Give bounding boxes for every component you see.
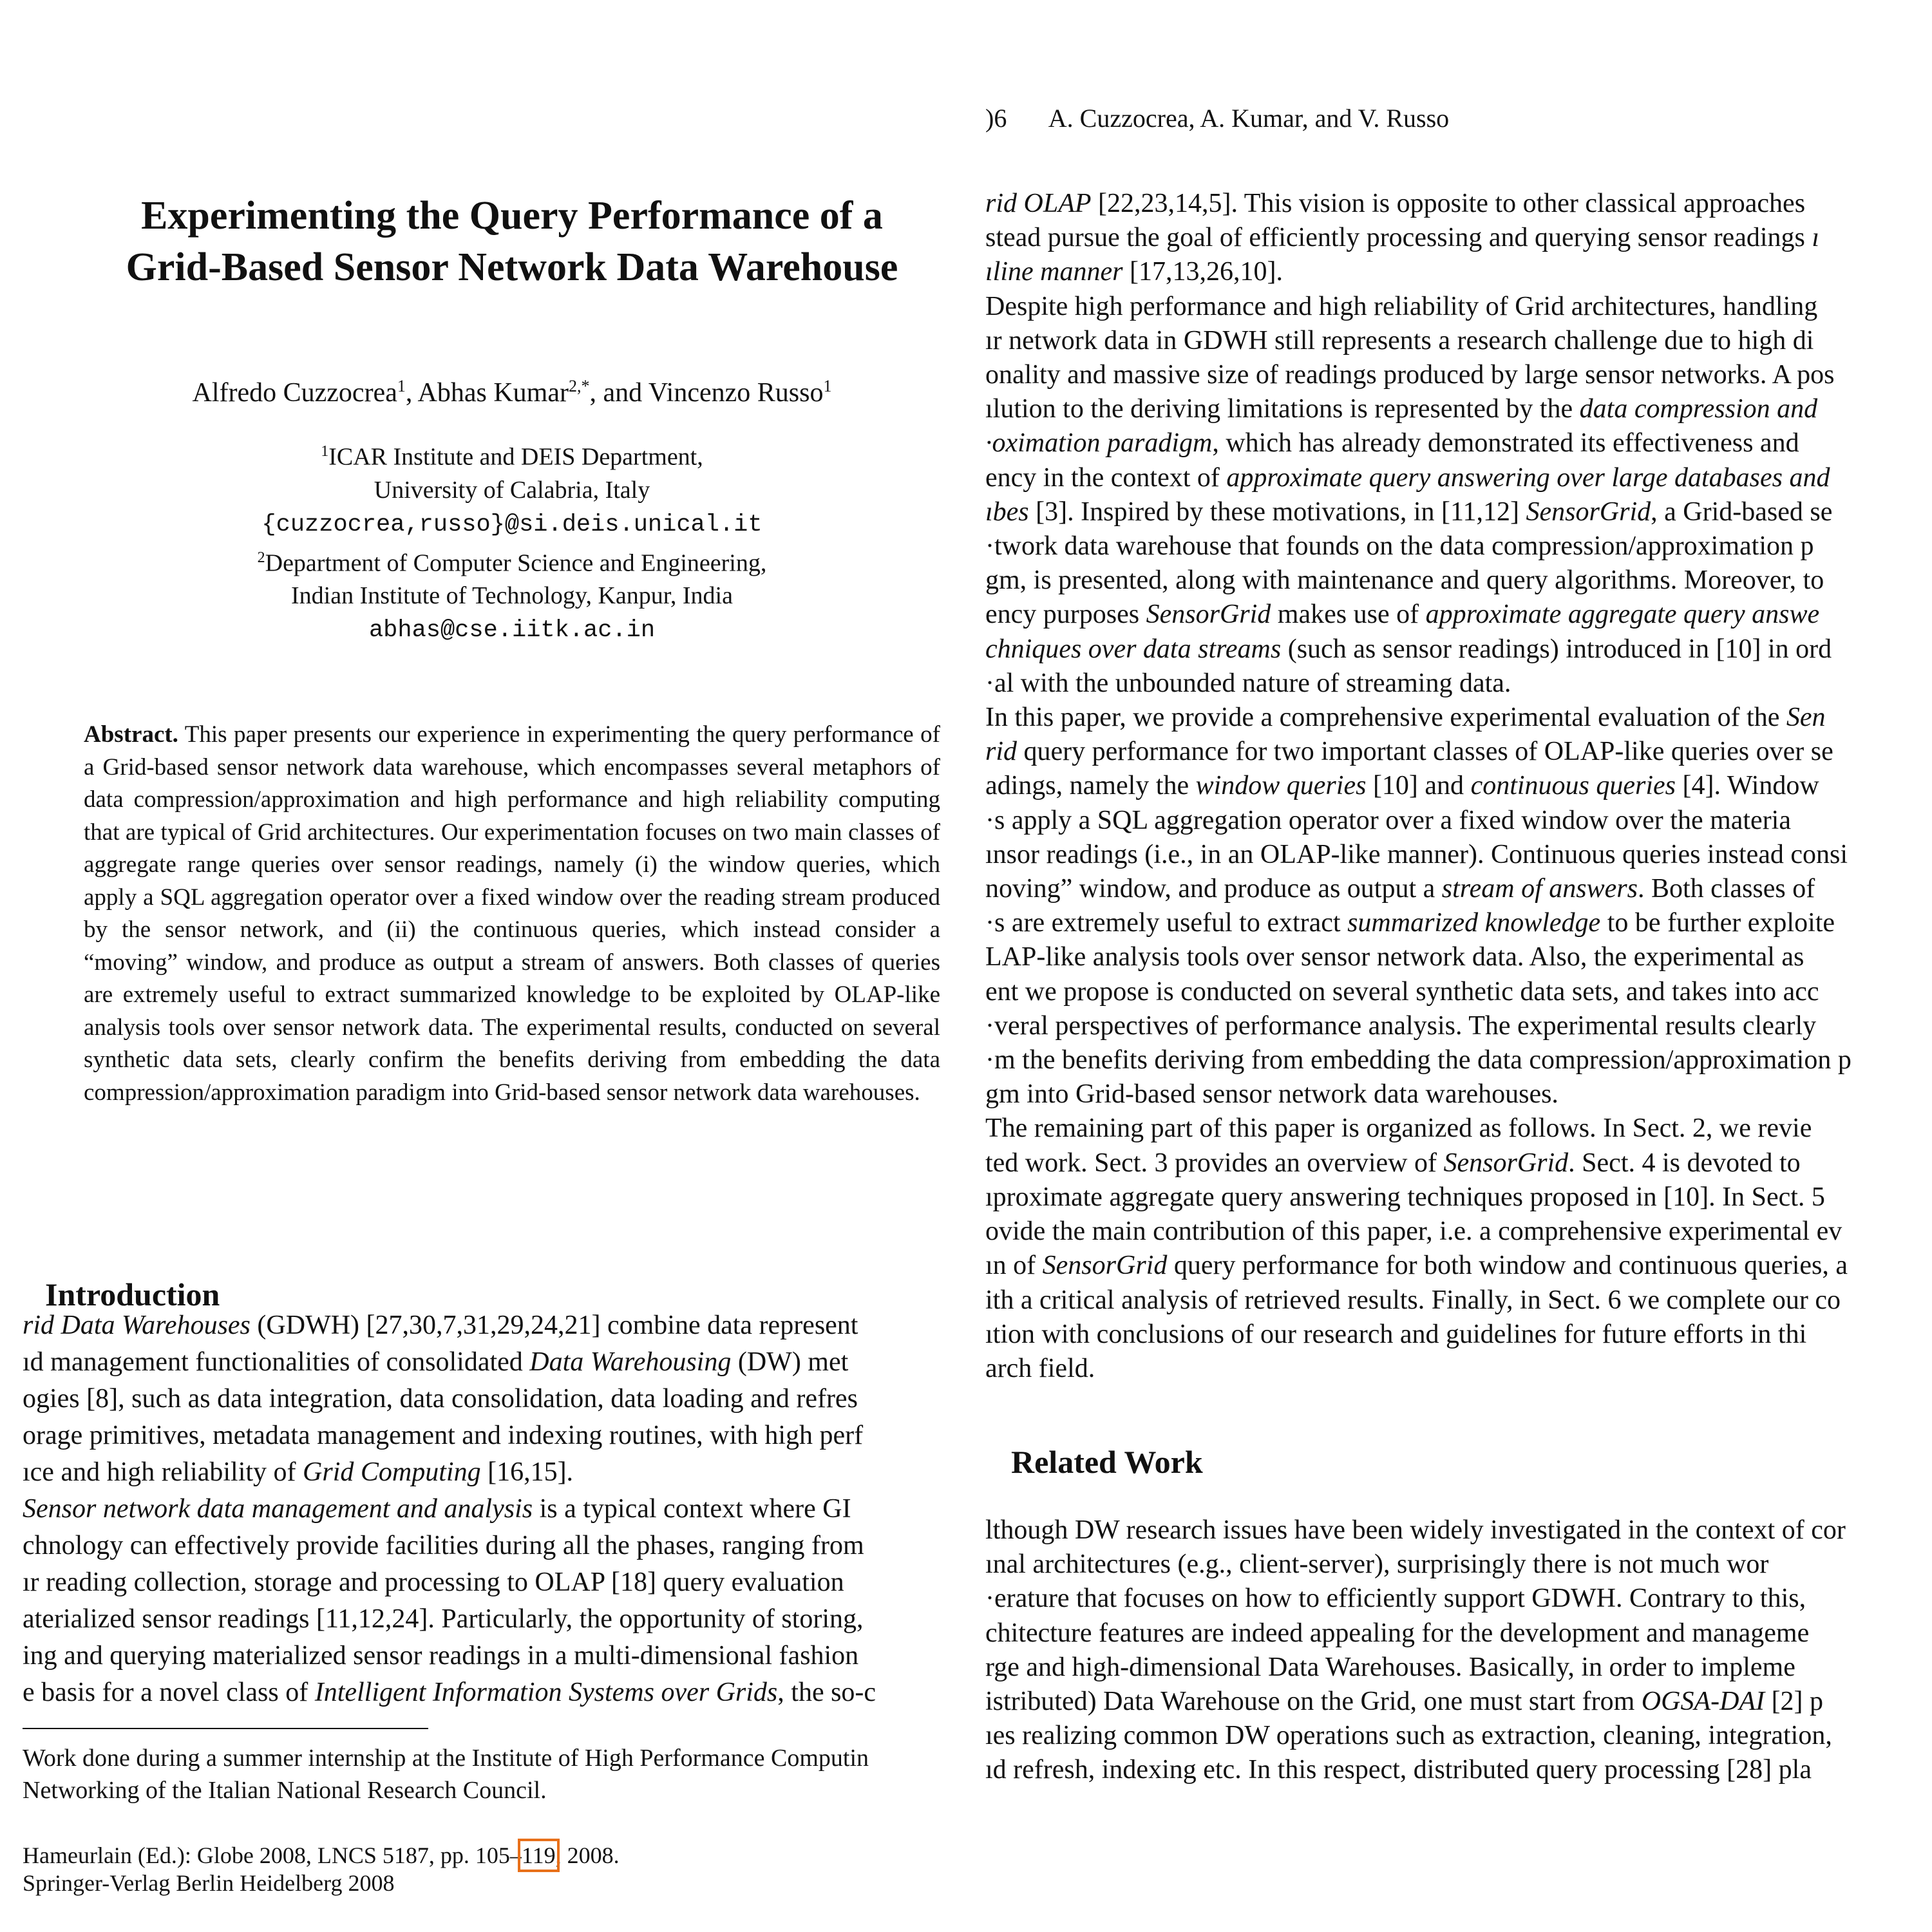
emphasis-text: ı bbox=[1812, 223, 1820, 253]
text-segment: gm into Grid-based sensor network data warehouses. bbox=[985, 1079, 1558, 1110]
publication-info bbox=[23, 1842, 620, 1897]
text-line bbox=[985, 1719, 1846, 1753]
text-line bbox=[985, 1112, 1852, 1146]
right-body bbox=[985, 187, 1852, 1386]
text-line bbox=[985, 975, 1852, 1009]
abstract-text: This paper presents our experience in experimenting the query performance of a Grid-based sensor network data warehouse, which encompasses several metaphors of data compression/approximation and high performance and high reliability computing that are typical of Grid architectures. Our experimentation focuses on two main classes of aggregate range queries over sensor readings, namely (i) the window queries, which apply a SQL aggregation operator over a fixed window over the reading stream produced by the sensor network, and (ii) the continuous queries, which instead consider a “moving” window, and produce as output a stream of answers. Both classes of queries are extremely useful to extract summarized knowledge to be exploited by OLAP-like analysis tools over sensor network data. The experimental results, conducted on several synthetic data sets, clearly confirm the benefits deriving from embedding the data compression/approximation paradigm into Grid-based sensor network data warehouses. bbox=[84, 721, 940, 1106]
affiliations bbox=[52, 435, 972, 647]
emphasis-text: data compression and bbox=[1579, 394, 1818, 424]
text-line bbox=[985, 187, 1852, 221]
emphasis-text: SensorGrid bbox=[1146, 600, 1271, 630]
text-segment: makes use of bbox=[1271, 600, 1426, 630]
affiliation-line bbox=[52, 435, 972, 474]
text-line bbox=[985, 1009, 1852, 1043]
text-segment: ır network data in GDWH still represents a research challenge due to high di bbox=[985, 325, 1814, 355]
emphasis-text: summarized knowledge bbox=[1347, 908, 1601, 938]
text-segment: LAP-like analysis tools over sensor network data. Also, the experimental as bbox=[985, 942, 1804, 972]
affil-marker: 1 bbox=[321, 443, 329, 460]
text-segment: ent we propose is conducted on several synthetic data sets, and takes into acc bbox=[985, 976, 1819, 1007]
emphasis-text: continuous queries bbox=[1470, 771, 1676, 801]
text-line bbox=[985, 290, 1852, 324]
affil-marker: 2 bbox=[257, 549, 265, 566]
text-segment: , the so-c bbox=[777, 1678, 876, 1707]
emphasis-text: ıbes bbox=[985, 497, 1029, 527]
title-line: Grid-Based Sensor Network Data Warehouse bbox=[126, 245, 898, 289]
text-segment: ·twork data warehouse that founds on the data compression/approximation p bbox=[985, 531, 1814, 562]
emphasis-text: rid bbox=[985, 737, 1018, 767]
emphasis-text: window queries bbox=[1195, 771, 1367, 801]
text-segment: ency purposes bbox=[985, 600, 1146, 630]
text-line bbox=[985, 1753, 1846, 1787]
text-segment: onality and massive size of readings produced by large sensor networks. A pos bbox=[985, 360, 1835, 390]
text-segment: ·erature that focuses on how to efficiently support GDWH. Contrary to this, bbox=[985, 1584, 1806, 1614]
pub-line: Springer-Verlag Berlin Heidelberg 2008 bbox=[23, 1870, 395, 1896]
text-segment: [17,13,26,10]. bbox=[1122, 257, 1283, 287]
footnote-rule bbox=[23, 1728, 428, 1729]
running-head-authors: A. Cuzzocrea, A. Kumar, and V. Russo bbox=[1048, 104, 1450, 133]
footnote-line: Networking of the Italian National Research Council. bbox=[23, 1777, 547, 1804]
text-line bbox=[23, 1528, 876, 1564]
affiliation-line bbox=[52, 580, 972, 612]
text-segment: adings, namely the bbox=[985, 771, 1196, 801]
text-segment: (GDWH) [27,30,7,31,29,24,21] combine data represent bbox=[250, 1311, 858, 1340]
text-line bbox=[985, 735, 1852, 769]
intro-body bbox=[23, 1307, 876, 1711]
text-segment: ·s apply a SQL aggregation operator over a fixed window over the materia bbox=[985, 805, 1791, 835]
text-segment: (such as sensor readings) introduced in [10] in ord bbox=[1281, 634, 1832, 664]
text-line bbox=[23, 1381, 876, 1417]
text-segment: ·veral perspectives of performance analysis. The experimental results clearly bbox=[985, 1010, 1817, 1041]
text-line bbox=[985, 632, 1852, 667]
text-line bbox=[985, 461, 1852, 495]
text-segment: [22,23,14,5]. This vision is opposite to other classical approaches bbox=[1091, 189, 1806, 218]
text-segment: query performance for two important classes of OLAP-like queries over se bbox=[1017, 737, 1833, 767]
emphasis-text: Grid Computing bbox=[303, 1457, 481, 1487]
author-name: Abhas Kumar bbox=[417, 378, 569, 408]
text-segment: , a Grid-based se bbox=[1651, 497, 1833, 527]
text-segment: In this paper, we provide a comprehensive experimental evaluation of the bbox=[985, 703, 1786, 733]
text-line bbox=[985, 358, 1852, 392]
email-address: abhas@cse.iitk.ac.in bbox=[368, 617, 656, 645]
text-segment: ıes realizing common DW operations such as extraction, cleaning, integration, bbox=[985, 1721, 1832, 1751]
text-segment: stead pursue the goal of efficiently processing and querying sensor readings bbox=[985, 223, 1812, 253]
emphasis-text: Sensor network data management and analysis bbox=[23, 1494, 533, 1524]
affiliation-text: ICAR Institute and DEIS Department, bbox=[328, 443, 703, 471]
text-segment: noving” window, and produce as output a bbox=[985, 874, 1442, 904]
text-line bbox=[985, 598, 1852, 632]
intro-heading: Introduction bbox=[45, 1276, 220, 1312]
text-segment: orage primitives, metadata management and indexing routines, with high perf bbox=[23, 1421, 864, 1450]
text-line bbox=[985, 872, 1852, 906]
text-line bbox=[985, 1146, 1852, 1180]
text-segment: lthough DW research issues have been widely investigated in the context of cor bbox=[985, 1515, 1846, 1545]
text-segment: ıtion with conclusions of our research and guidelines for future efforts in thi bbox=[985, 1319, 1807, 1349]
emphasis-text: Sen bbox=[1786, 703, 1826, 733]
text-line bbox=[23, 1344, 876, 1381]
affiliation-line bbox=[52, 612, 972, 647]
text-line bbox=[985, 1616, 1846, 1651]
emphasis-text: ıline manner bbox=[985, 257, 1123, 287]
text-line bbox=[985, 701, 1852, 735]
text-line bbox=[985, 906, 1852, 940]
highlighted-page-number: 119 bbox=[521, 1842, 556, 1868]
email-address: {cuzzocrea,russo}@si.deis.unical.it bbox=[261, 511, 762, 538]
emphasis-text: rid Data Warehouses bbox=[23, 1311, 251, 1340]
text-line bbox=[23, 1491, 876, 1528]
author-separator: , bbox=[405, 378, 418, 408]
text-line bbox=[985, 1318, 1852, 1352]
text-line bbox=[985, 255, 1852, 289]
text-segment: , which has already demonstrated its effectiveness and bbox=[1212, 428, 1799, 459]
affiliation-line bbox=[52, 507, 972, 542]
text-segment: [3]. Inspired by these motivations, in [11,12] bbox=[1028, 497, 1526, 527]
text-line bbox=[985, 1651, 1846, 1685]
text-segment: e basis for a novel class of bbox=[23, 1678, 315, 1707]
text-line bbox=[985, 426, 1852, 460]
text-line bbox=[985, 1352, 1852, 1386]
text-segment: query performance for both window and continuous queries, a bbox=[1167, 1251, 1848, 1281]
text-line bbox=[985, 324, 1852, 358]
text-line bbox=[985, 769, 1852, 803]
emphasis-text: Intelligent Information Systems over Grids bbox=[314, 1678, 778, 1707]
text-segment: to be further exploite bbox=[1600, 908, 1835, 938]
paper-title bbox=[52, 190, 972, 293]
footnote bbox=[23, 1742, 869, 1806]
emphasis-text: approximate aggregate query answe bbox=[1425, 600, 1820, 630]
emphasis-text: SensorGrid bbox=[1443, 1148, 1569, 1178]
text-line bbox=[985, 529, 1852, 564]
text-line bbox=[985, 1180, 1852, 1215]
text-line bbox=[985, 392, 1852, 426]
text-segment: ınsor readings (i.e., in an OLAP-like manner). Continuous queries instead consi bbox=[985, 839, 1848, 869]
text-line bbox=[985, 1249, 1852, 1283]
text-segment: [10] and bbox=[1366, 771, 1471, 801]
author-affil-marker: 1 bbox=[823, 377, 832, 395]
text-segment: ın of bbox=[985, 1251, 1043, 1281]
text-segment: ıd management functionalities of consolidated bbox=[23, 1347, 530, 1377]
text-segment: Despite high performance and high reliability of Grid architectures, handling bbox=[985, 291, 1818, 321]
text-segment: (DW) met bbox=[731, 1347, 849, 1377]
author-name: Alfredo Cuzzocrea bbox=[192, 378, 397, 408]
emphasis-text: Data Warehousing bbox=[529, 1347, 732, 1377]
text-segment: is a typical context where GI bbox=[533, 1494, 851, 1524]
affiliation-text: Indian Institute of Technology, Kanpur, India bbox=[291, 582, 733, 610]
text-segment: arch field. bbox=[985, 1353, 1095, 1383]
text-line bbox=[985, 1215, 1852, 1249]
affiliation-line bbox=[52, 542, 972, 580]
emphasis-text: SensorGrid bbox=[1526, 497, 1651, 527]
title-line: Experimenting the Query Performance of a bbox=[141, 194, 883, 238]
text-line bbox=[985, 1513, 1846, 1548]
author-name: Vincenzo Russo bbox=[648, 378, 824, 408]
text-segment: ır reading collection, storage and processing to OLAP [18] query evaluation bbox=[23, 1567, 844, 1597]
text-segment: ·al with the unbounded nature of streaming data. bbox=[985, 668, 1511, 698]
text-segment: ıce and high reliability of bbox=[23, 1457, 303, 1487]
text-segment: ovide the main contribution of this paper, i.e. a comprehensive experimental ev bbox=[985, 1217, 1842, 1247]
text-line bbox=[985, 940, 1852, 974]
text-segment: ogies [8], such as data integration, data consolidation, data loading and refres bbox=[23, 1384, 858, 1414]
footnote-line: Work done during a summer internship at the Institute of High Performance Computin bbox=[23, 1745, 869, 1772]
emphasis-text: chniques over data streams bbox=[985, 634, 1282, 664]
text-line bbox=[23, 1674, 876, 1711]
emphasis-text: rid OLAP bbox=[985, 189, 1092, 218]
text-line bbox=[985, 1582, 1846, 1616]
affiliation-text: University of Calabria, Italy bbox=[374, 476, 650, 504]
emphasis-text: approximate query answering over large databases and bbox=[1226, 462, 1830, 493]
text-segment: ·m the benefits deriving from embedding the data compression/approximation p bbox=[985, 1045, 1852, 1075]
text-line bbox=[985, 1685, 1846, 1719]
author-separator: , and bbox=[589, 378, 649, 408]
text-segment: ılution to the deriving limitations is represented by the bbox=[985, 394, 1580, 424]
text-segment: ınal architectures (e.g., client-server), surprisingly there is not much wor bbox=[985, 1549, 1769, 1580]
text-segment: The remaining part of this paper is organized as follows. In Sect. 2, we revie bbox=[985, 1113, 1812, 1144]
text-line bbox=[23, 1307, 876, 1344]
text-line bbox=[23, 1417, 876, 1454]
text-segment: istributed) Data Warehouse on the Grid, one must start from bbox=[985, 1687, 1642, 1717]
emphasis-text: SensorGrid bbox=[1042, 1251, 1168, 1281]
pub-line: Hameurlain (Ed.): Globe 2008, LNCS 5187, pp. 105–119, 2008. bbox=[23, 1842, 620, 1868]
emphasis-text: OGSA-DAI bbox=[1641, 1687, 1765, 1717]
text-segment: rge and high-dimensional Data Warehouses. Basically, in order to impleme bbox=[985, 1652, 1795, 1682]
text-segment: [4]. Window bbox=[1676, 771, 1819, 801]
right-page bbox=[972, 0, 1932, 1932]
related-work-body bbox=[985, 1513, 1846, 1788]
emphasis-text: ·oximation paradigm bbox=[985, 428, 1213, 459]
text-line bbox=[985, 495, 1852, 529]
affiliation-line bbox=[52, 474, 972, 507]
affiliation-text: Department of Computer Science and Engineering, bbox=[265, 549, 767, 577]
author-affil-marker: 1 bbox=[397, 377, 406, 395]
text-segment: ith a critical analysis of retrieved results. Finally, in Sect. 6 we complete our co bbox=[985, 1285, 1841, 1315]
text-line bbox=[985, 564, 1852, 598]
text-segment: chitecture features are indeed appealing for the development and manageme bbox=[985, 1618, 1810, 1648]
text-segment: chnology can effectively provide facilities during all the phases, ranging from bbox=[23, 1531, 864, 1560]
text-segment: . Sect. 4 is devoted to bbox=[1568, 1148, 1801, 1178]
text-line bbox=[985, 1077, 1852, 1112]
text-line bbox=[985, 804, 1852, 838]
text-segment: ·s are extremely useful to extract bbox=[985, 908, 1348, 938]
abstract bbox=[84, 719, 940, 1109]
text-segment: ing and querying materialized sensor readings in a multi-dimensional fashion bbox=[23, 1641, 859, 1671]
text-line bbox=[23, 1564, 876, 1601]
text-segment: ıproximate aggregate query answering techniques proposed in [10]. In Sect. 5 bbox=[985, 1182, 1825, 1212]
text-line bbox=[985, 1283, 1852, 1318]
text-segment: ted work. Sect. 3 provides an overview of bbox=[985, 1148, 1444, 1178]
text-segment: [2] p bbox=[1765, 1687, 1824, 1717]
text-segment: aterialized sensor readings [11,12,24]. Particularly, the opportunity of storing, bbox=[23, 1604, 864, 1634]
related-work-heading: Related Work bbox=[1011, 1444, 1203, 1480]
text-line bbox=[985, 221, 1852, 255]
text-line bbox=[985, 667, 1852, 701]
text-line bbox=[23, 1638, 876, 1674]
emphasis-text: stream of answers bbox=[1441, 874, 1638, 904]
text-segment: [16,15]. bbox=[480, 1457, 574, 1487]
text-line bbox=[985, 1043, 1852, 1077]
running-head bbox=[985, 101, 1449, 136]
author-affil-marker: 2,* bbox=[568, 377, 590, 395]
page-number: )6 bbox=[985, 104, 1007, 133]
text-line bbox=[23, 1454, 876, 1491]
abstract-label: Abstract. bbox=[84, 721, 178, 748]
text-segment: gm, is presented, along with maintenance and query algorithms. Moreover, to bbox=[985, 565, 1824, 596]
text-segment: ency in the context of bbox=[985, 462, 1227, 493]
text-segment: ıd refresh, indexing etc. In this respect, distributed query processing [28] pla bbox=[985, 1755, 1812, 1785]
text-line bbox=[985, 838, 1852, 872]
text-segment: . Both classes of bbox=[1637, 874, 1815, 904]
text-line bbox=[23, 1601, 876, 1638]
text-line bbox=[985, 1548, 1846, 1582]
author-list bbox=[52, 368, 972, 411]
